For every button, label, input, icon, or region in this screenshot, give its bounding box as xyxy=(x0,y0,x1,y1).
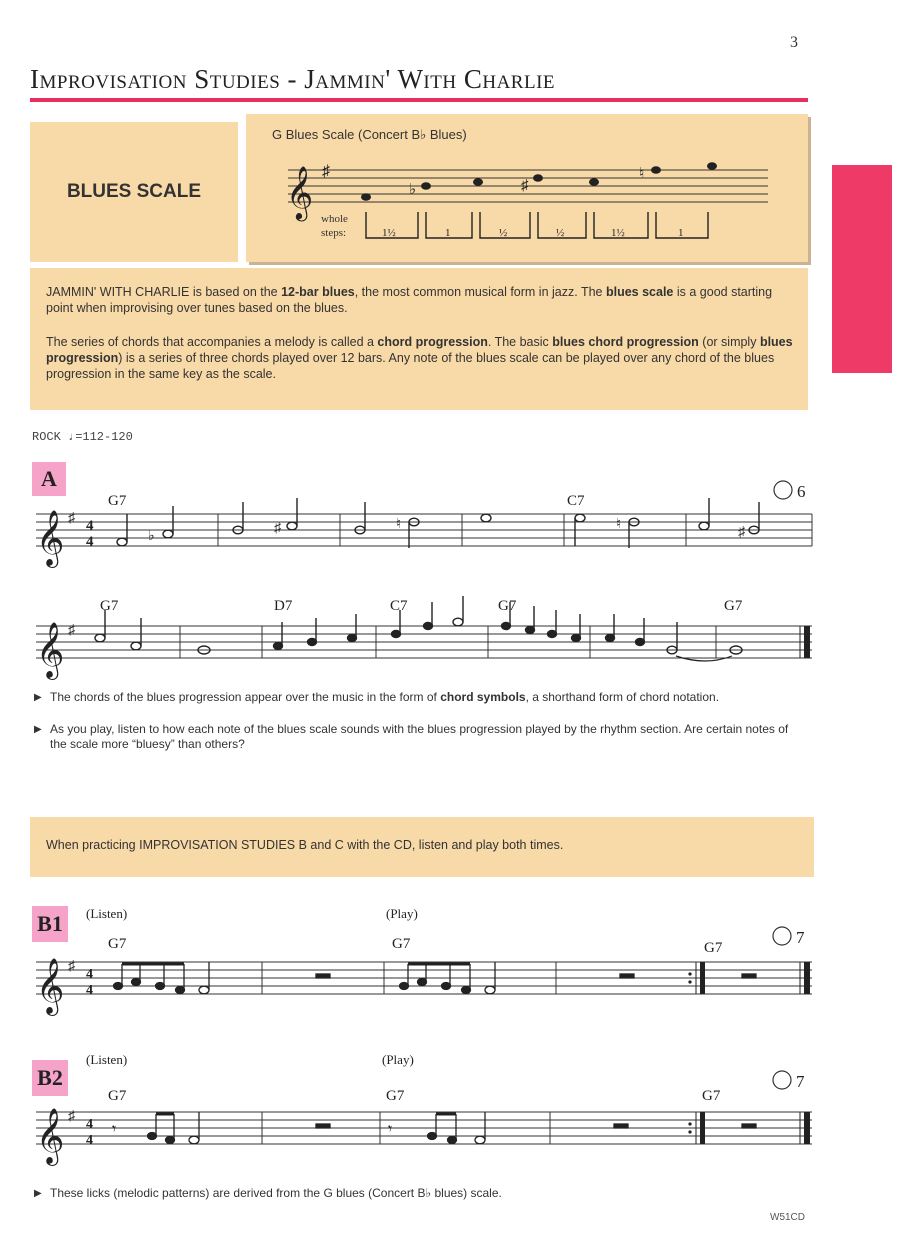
chord-symbol: G7 xyxy=(724,598,743,614)
bullet-arrow-icon: ▶ xyxy=(34,692,42,703)
chord-symbol: G7 xyxy=(392,936,411,952)
svg-text:♯: ♯ xyxy=(274,521,281,536)
footnote-bullet: ▶ These licks (melodic patterns) are derived from the G blues (Concert B♭ blues) scale. xyxy=(34,1186,502,1200)
play-label: (Play) xyxy=(382,1052,414,1067)
svg-text:♯: ♯ xyxy=(68,511,75,526)
page-title: Improvisation Studies - Jammin' With Charlie xyxy=(30,64,556,94)
svg-text:4: 4 xyxy=(86,534,94,550)
step-brackets xyxy=(366,212,708,238)
listen-label: (Listen) xyxy=(86,906,128,921)
svg-text:♯: ♯ xyxy=(521,178,529,194)
section-a-music xyxy=(30,470,820,680)
page-number: 3 xyxy=(790,34,798,51)
chord-symbol: C7 xyxy=(390,598,408,614)
cd-track-a: 6 xyxy=(797,482,806,501)
chapter-side-tab xyxy=(832,165,892,373)
svg-text:𝄞: 𝄞 xyxy=(36,960,65,1013)
cd-track-b2: 7 xyxy=(796,1072,805,1091)
treble-clef-icon: 𝄞 xyxy=(36,512,65,565)
bullet-arrow-icon: ▶ xyxy=(34,1188,42,1199)
blues-scale-caption: G Blues Scale (Concert B♭ Blues) xyxy=(272,127,467,142)
section-b1-music xyxy=(30,900,820,1030)
notes-line-a1 xyxy=(117,498,759,548)
svg-text:4: 4 xyxy=(86,967,93,982)
svg-text:♯: ♯ xyxy=(68,959,75,974)
svg-text:♮: ♮ xyxy=(616,517,622,532)
chord-symbol: G7 xyxy=(108,493,127,509)
scale-notes xyxy=(361,162,717,201)
chord-symbol: C7 xyxy=(567,493,585,509)
chord-symbol: G7 xyxy=(704,940,723,956)
title-rule xyxy=(30,98,808,102)
svg-text:♮: ♮ xyxy=(396,517,402,532)
svg-text:4: 4 xyxy=(86,518,94,534)
svg-text:𝄞: 𝄞 xyxy=(36,624,65,677)
step-6: 1 xyxy=(678,227,684,239)
section-a-marker: A xyxy=(32,462,66,496)
steps-label-2: steps: xyxy=(321,227,347,239)
svg-text:4: 4 xyxy=(86,1133,93,1148)
chord-symbol: G7 xyxy=(108,936,127,952)
info-paragraph-2: The series of chords that accompanies a melody is called a chord progression. The basic blues chord progression (or simply blues progression) is a series of three chords played over 12 bars. Any note of the blues scale can be played over any chord of the blues progression in the same key as the scale. xyxy=(46,335,793,381)
step-3: ½ xyxy=(499,227,508,239)
notes-line-a2 xyxy=(95,596,742,661)
treble-clef-icon: 𝄞 xyxy=(286,167,314,218)
tip-text: When practicing IMPROVISATION STUDIES B and C with the CD, listen and play both times. xyxy=(46,838,564,852)
bullet-2: ▶ As you play, listen to how each note of the blues scale sounds with the blues progression played by the rhythm section. Are certain notes of the scale more “bluesy” than others? xyxy=(34,722,789,751)
blues-scale-label-box xyxy=(30,122,238,262)
step-1: 1½ xyxy=(382,227,396,239)
listen-label: (Listen) xyxy=(86,1052,128,1067)
chord-symbol: D7 xyxy=(274,598,293,614)
step-5: 1½ xyxy=(611,227,625,239)
svg-text:♯: ♯ xyxy=(68,623,75,638)
section-b1-marker: B1 xyxy=(32,906,68,942)
chord-symbol: G7 xyxy=(702,1088,721,1104)
step-2: 1 xyxy=(445,227,451,239)
svg-text:4: 4 xyxy=(86,983,93,998)
tip-box xyxy=(30,817,814,877)
svg-text:𝄾: 𝄾 xyxy=(112,1121,117,1138)
section-b2-music xyxy=(30,1046,820,1176)
bullet-1: ▶ The chords of the blues progression appear over the music in the form of chord symbols, a shorthand form of chord notation. xyxy=(34,690,720,704)
svg-text:♯: ♯ xyxy=(68,1109,75,1124)
svg-text:♭: ♭ xyxy=(148,529,155,544)
cd-icon xyxy=(774,481,792,499)
bullet-arrow-icon: ▶ xyxy=(34,724,42,735)
svg-text:4: 4 xyxy=(86,1117,93,1132)
cd-icon xyxy=(773,927,791,945)
play-label: (Play) xyxy=(386,906,418,921)
chord-symbol: G7 xyxy=(386,1088,405,1104)
chord-symbol: G7 xyxy=(498,598,517,614)
blues-scale-staff xyxy=(246,114,808,262)
page-code: W51CD xyxy=(770,1212,806,1223)
svg-text:𝄞: 𝄞 xyxy=(36,1110,65,1163)
tempo-marking: ROCK ♩=112-120 xyxy=(32,430,133,444)
key-signature-sharp: ♯ xyxy=(322,163,330,180)
step-4: ½ xyxy=(556,227,565,239)
svg-text:♮: ♮ xyxy=(639,166,645,182)
section-b2-marker: B2 xyxy=(32,1060,68,1096)
steps-label-1: whole xyxy=(321,213,348,225)
cd-track-b1: 7 xyxy=(796,928,805,947)
chord-symbol: G7 xyxy=(108,1088,127,1104)
info-box xyxy=(30,268,808,410)
svg-text:♭: ♭ xyxy=(409,182,417,198)
info-paragraph-1: JAMMIN' WITH CHARLIE is based on the 12-bar blues, the most common musical form in jazz. The blues scale is a good starting point when improvising over tunes based on the blues. xyxy=(46,285,773,315)
svg-text:♯: ♯ xyxy=(738,525,745,540)
cd-icon xyxy=(773,1071,791,1089)
chord-symbol: G7 xyxy=(100,598,119,614)
svg-text:𝄾: 𝄾 xyxy=(388,1121,393,1138)
blues-scale-label: BLUES SCALE xyxy=(66,181,202,202)
